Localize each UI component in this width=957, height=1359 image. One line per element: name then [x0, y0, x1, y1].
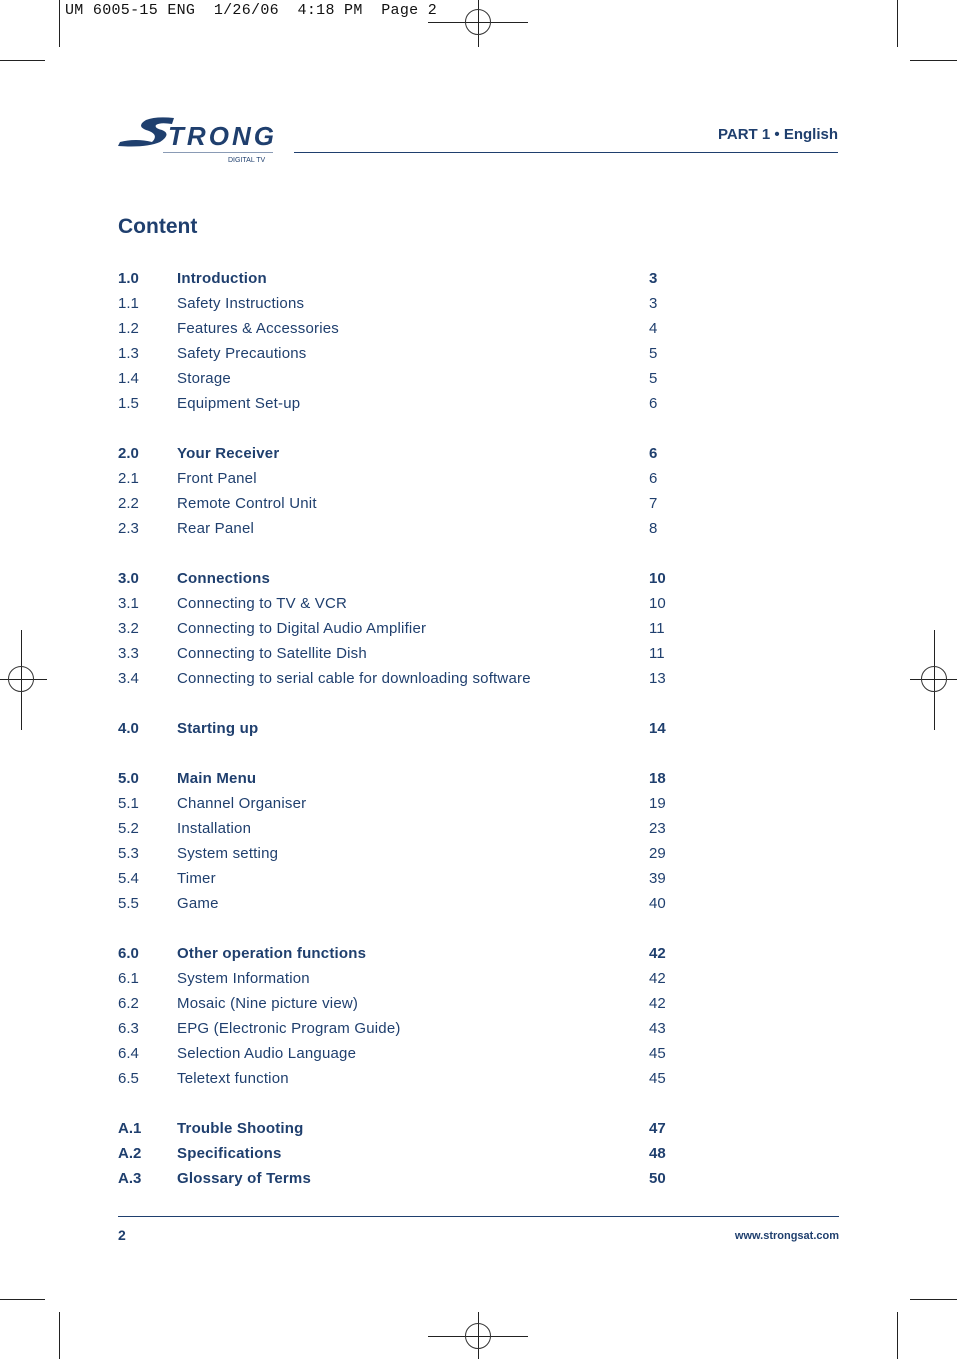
toc-section-number: 1.4: [118, 370, 139, 387]
toc-entry[interactable]: [118, 644, 678, 669]
toc-entry[interactable]: [118, 944, 678, 969]
toc-section-number: 5.3: [118, 845, 139, 862]
toc-section-number: 4.0: [118, 720, 139, 737]
toc-entry[interactable]: [118, 1144, 678, 1169]
toc-entry[interactable]: [118, 1019, 678, 1044]
toc-section-number: 3.2: [118, 620, 139, 637]
toc-page-number: 3: [649, 270, 658, 287]
toc-section-number: 5.4: [118, 870, 139, 887]
toc-entry[interactable]: [118, 319, 678, 344]
toc-section-title: Front Panel: [177, 470, 257, 487]
toc-section-title: System setting: [177, 845, 279, 862]
toc-section-number: 3.0: [118, 570, 139, 587]
toc-entry[interactable]: [118, 1044, 678, 1069]
toc-section-number: 6.5: [118, 1070, 139, 1087]
toc-section-title: Glossary of Terms: [177, 1170, 312, 1187]
crop-mark: [59, 1312, 60, 1359]
toc-section-title: Storage: [177, 370, 231, 387]
toc-section-title: Connecting to TV & VCR: [177, 595, 348, 612]
toc-page-number: 6: [649, 445, 658, 462]
toc-section-title: System Information: [177, 970, 310, 987]
toc-page-number: 50: [649, 1170, 666, 1187]
toc-section-number: 5.0: [118, 770, 139, 787]
toc-page-number: 11: [649, 620, 665, 637]
toc-page-number: 5: [649, 370, 658, 387]
toc-section-title: Introduction: [177, 270, 267, 287]
toc-section-title: Your Receiver: [177, 445, 280, 462]
toc-entry[interactable]: [118, 444, 678, 469]
toc-section-title: Connecting to Satellite Dish: [177, 645, 367, 662]
toc-page-number: 10: [649, 595, 666, 612]
crop-mark: [897, 0, 898, 47]
header-divider: [294, 152, 838, 153]
crop-mark: [0, 1299, 45, 1300]
toc-section-title: Features & Accessories: [177, 320, 339, 337]
toc-section-title: Other operation functions: [177, 945, 367, 962]
toc-section-number: 3.1: [118, 595, 139, 612]
toc-section-title: Selection Audio Language: [177, 1045, 357, 1062]
toc-page-number: 45: [649, 1070, 666, 1087]
toc-section-number: 5.5: [118, 895, 139, 912]
toc-section-title: Installation: [177, 820, 252, 837]
toc-page-number: 42: [649, 970, 666, 987]
toc-entry[interactable]: [118, 369, 678, 394]
toc-page-number: 18: [649, 770, 666, 787]
svg-text:TRONG: TRONG: [168, 121, 274, 151]
toc-page-number: 45: [649, 1045, 666, 1062]
toc-section-title: Connecting to serial cable for downloading software: [177, 670, 531, 687]
toc-section-number: A.2: [118, 1145, 142, 1162]
toc-section-title: Safety Instructions: [177, 295, 305, 312]
toc-section-title: Connections: [177, 570, 271, 587]
toc-entry[interactable]: [118, 519, 678, 544]
toc-entry[interactable]: [118, 269, 678, 294]
toc-section-number: 2.2: [118, 495, 139, 512]
toc-section-number: 6.3: [118, 1020, 139, 1037]
toc-section-number: 3.3: [118, 645, 139, 662]
registration-circle: [8, 666, 34, 692]
toc-entry[interactable]: [118, 994, 678, 1019]
toc-section-title: Timer: [177, 870, 216, 887]
registration-circle: [465, 1323, 491, 1349]
toc-page-number: 13: [649, 670, 666, 687]
crop-mark: [0, 60, 45, 61]
toc-page-number: 19: [649, 795, 666, 812]
toc-page-number: 8: [649, 520, 658, 537]
table-of-contents: [118, 269, 678, 1194]
toc-section-title: Remote Control Unit: [177, 495, 317, 512]
toc-entry[interactable]: [118, 469, 678, 494]
toc-entry[interactable]: [118, 569, 678, 594]
part-language-label: PART 1 • English: [718, 126, 838, 143]
toc-entry[interactable]: [118, 1169, 678, 1194]
toc-section-number: 1.3: [118, 345, 139, 362]
toc-section-number: 6.4: [118, 1045, 139, 1062]
toc-page-number: 43: [649, 1020, 666, 1037]
toc-section-title: Channel Organiser: [177, 795, 307, 812]
toc-section-number: 3.4: [118, 670, 139, 687]
toc-section-title: Connecting to Digital Audio Amplifier: [177, 620, 427, 637]
toc-page-number: 47: [649, 1120, 666, 1137]
toc-page-number: 23: [649, 820, 666, 837]
toc-section-title: Teletext function: [177, 1070, 289, 1087]
toc-section-number: 1.0: [118, 270, 139, 287]
crop-mark: [910, 1299, 957, 1300]
toc-section-number: A.1: [118, 1120, 142, 1137]
print-slug: UM 6005-15 ENG 1/26/06 4:18 PM Page 2: [65, 2, 438, 19]
toc-page-number: 11: [649, 645, 665, 662]
toc-section-number: 2.0: [118, 445, 139, 462]
toc-section-title: Equipment Set-up: [177, 395, 301, 412]
toc-section-title: Safety Precautions: [177, 345, 307, 362]
toc-section-title: Trouble Shooting: [177, 1120, 304, 1137]
toc-section-title: Rear Panel: [177, 520, 255, 537]
crop-mark: [897, 1312, 898, 1359]
toc-page-number: 5: [649, 345, 658, 362]
toc-entry[interactable]: [118, 619, 678, 644]
toc-page-number: 48: [649, 1145, 666, 1162]
website-url: www.strongsat.com: [734, 1230, 839, 1242]
toc-section-title: Mosaic (Nine picture view): [177, 995, 359, 1012]
toc-entry[interactable]: [118, 494, 678, 519]
footer-divider: [118, 1216, 839, 1217]
toc-page-number: 29: [649, 845, 666, 862]
toc-page-number: 40: [649, 895, 666, 912]
toc-section-title: Specifications: [177, 1145, 282, 1162]
toc-section-number: 2.3: [118, 520, 139, 537]
toc-page-number: 7: [649, 495, 658, 512]
crop-mark: [910, 60, 957, 61]
toc-entry[interactable]: [118, 794, 678, 819]
toc-entry[interactable]: [118, 394, 678, 419]
toc-section-title: Game: [177, 895, 219, 912]
toc-entry[interactable]: [118, 969, 678, 994]
toc-section-number: 5.1: [118, 795, 139, 812]
toc-page-number: 3: [649, 295, 658, 312]
toc-section-number: 6.1: [118, 970, 139, 987]
registration-circle: [465, 9, 491, 35]
toc-entry[interactable]: [118, 769, 678, 794]
toc-section-number: 5.2: [118, 820, 139, 837]
toc-entry[interactable]: [118, 844, 678, 869]
toc-section-number: 1.5: [118, 395, 139, 412]
strong-logo: [116, 112, 278, 166]
toc-entry[interactable]: [118, 894, 678, 919]
registration-circle: [921, 666, 947, 692]
toc-page-number: 6: [649, 470, 658, 487]
toc-page-number: 4: [649, 320, 658, 337]
toc-entry[interactable]: [118, 669, 678, 694]
svg-text:DIGITAL TV: DIGITAL TV: [228, 157, 266, 164]
toc-section-number: A.3: [118, 1170, 142, 1187]
toc-page-number: 42: [649, 945, 666, 962]
toc-entry[interactable]: [118, 819, 678, 844]
toc-page-number: 14: [649, 720, 666, 737]
toc-page-number: 6: [649, 395, 658, 412]
toc-section-number: 6.2: [118, 995, 139, 1012]
toc-page-number: 10: [649, 570, 666, 587]
toc-entry[interactable]: [118, 594, 678, 619]
toc-section-title: EPG (Electronic Program Guide): [177, 1020, 401, 1037]
toc-page-number: 42: [649, 995, 666, 1012]
toc-entry[interactable]: [118, 1119, 678, 1144]
page-title: Content: [118, 215, 198, 238]
toc-section-number: 1.2: [118, 320, 139, 337]
page-number: 2: [118, 1227, 126, 1243]
toc-entry[interactable]: [118, 1069, 678, 1094]
toc-entry[interactable]: [118, 869, 678, 894]
toc-section-number: 1.1: [118, 295, 139, 312]
crop-mark: [59, 0, 60, 47]
toc-entry[interactable]: [118, 344, 678, 369]
toc-section-title: Main Menu: [177, 770, 257, 787]
toc-section-number: 2.1: [118, 470, 139, 487]
toc-section-number: 6.0: [118, 945, 139, 962]
toc-entry[interactable]: [118, 719, 678, 744]
toc-section-title: Starting up: [177, 720, 259, 737]
toc-page-number: 39: [649, 870, 666, 887]
toc-entry[interactable]: [118, 294, 678, 319]
